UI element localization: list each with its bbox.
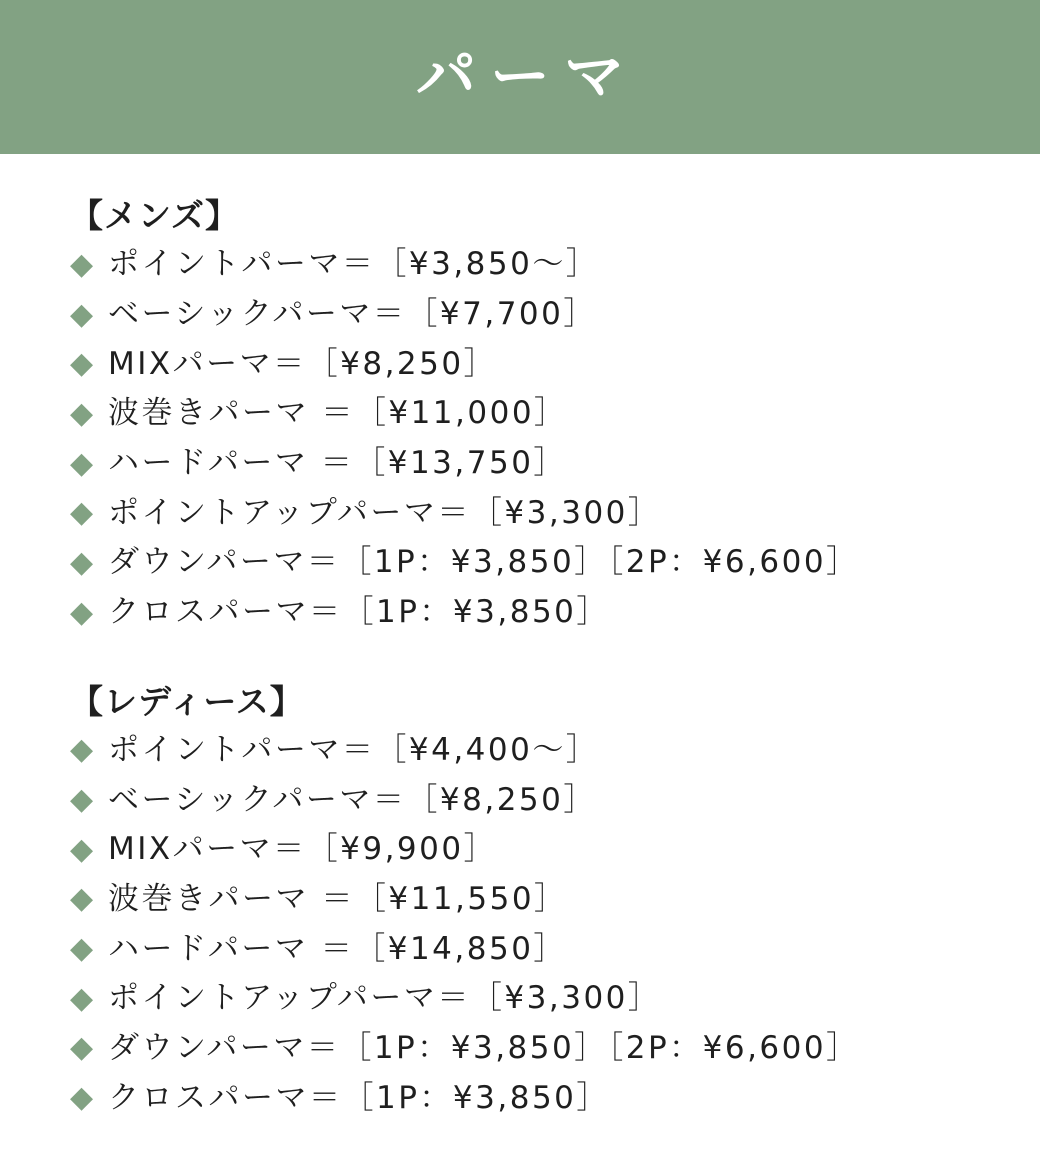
list-item (70, 538, 1040, 588)
item-text: クロスパーマ＝［1P：¥3,850］ (108, 1079, 610, 1116)
list-item (70, 439, 1040, 489)
list-item (70, 488, 1040, 538)
diamond-bullet-icon: ◆ (70, 395, 96, 431)
section-title: 【レディース】 (70, 681, 304, 721)
diamond-bullet-icon: ◆ (70, 782, 96, 818)
item-text: ポイントアップパーマ＝［¥3,300］ (108, 980, 662, 1017)
price-list (0, 154, 1040, 1123)
item-text: ベーシックパーマ＝［¥8,250］ (108, 781, 597, 818)
item-text: ハードパーマ ＝［¥14,850］ (108, 930, 567, 967)
header-banner (0, 0, 1040, 154)
diamond-bullet-icon: ◆ (70, 931, 96, 967)
diamond-bullet-icon: ◆ (70, 881, 96, 917)
item-text: ダウンパーマ＝［1P：¥3,850］［2P：¥6,600］ (108, 544, 860, 581)
list-item (70, 825, 1040, 875)
list-item (70, 588, 1040, 638)
list-item (70, 240, 1040, 290)
list-item (70, 775, 1040, 825)
list-item (70, 290, 1040, 340)
diamond-bullet-icon: ◆ (70, 980, 96, 1016)
item-text: ダウンパーマ＝［1P：¥3,850］［2P：¥6,600］ (108, 1029, 860, 1066)
diamond-bullet-icon: ◆ (70, 544, 96, 580)
item-text: 波巻きパーマ ＝［¥11,550］ (108, 880, 568, 917)
diamond-bullet-icon: ◆ (70, 594, 96, 630)
item-text: 波巻きパーマ ＝［¥11,000］ (108, 395, 568, 432)
list-item (70, 339, 1040, 389)
list-item (70, 1024, 1040, 1074)
item-text: ポイントパーマ＝［¥4,400〜］ (108, 731, 600, 768)
diamond-bullet-icon: ◆ (70, 1030, 96, 1066)
section-ladies (70, 678, 1040, 1124)
list-item (70, 1073, 1040, 1123)
item-text: ハードパーマ ＝［¥13,750］ (108, 445, 567, 482)
list-item (70, 875, 1040, 925)
diamond-bullet-icon: ◆ (70, 831, 96, 867)
diamond-bullet-icon: ◆ (70, 732, 96, 768)
section-title: 【メンズ】 (70, 196, 240, 235)
diamond-bullet-icon: ◆ (70, 445, 96, 481)
item-text: MIXパーマ＝［¥9,900］ (108, 831, 498, 868)
diamond-bullet-icon: ◆ (70, 346, 96, 382)
list-item (70, 726, 1040, 776)
page-title: パーマ (416, 42, 638, 112)
item-text: ポイントアップパーマ＝［¥3,300］ (108, 494, 662, 531)
list-item (70, 974, 1040, 1024)
list-item (70, 389, 1040, 439)
item-text: ベーシックパーマ＝［¥7,700］ (108, 296, 597, 333)
diamond-bullet-icon: ◆ (70, 246, 96, 282)
item-text: ポイントパーマ＝［¥3,850〜］ (108, 246, 600, 283)
item-text: MIXパーマ＝［¥8,250］ (108, 345, 498, 382)
diamond-bullet-icon: ◆ (70, 1080, 96, 1116)
diamond-bullet-icon: ◆ (70, 296, 96, 332)
list-item (70, 924, 1040, 974)
item-text: クロスパーマ＝［1P：¥3,850］ (108, 594, 610, 631)
section-mens (70, 192, 1040, 638)
diamond-bullet-icon: ◆ (70, 495, 96, 531)
